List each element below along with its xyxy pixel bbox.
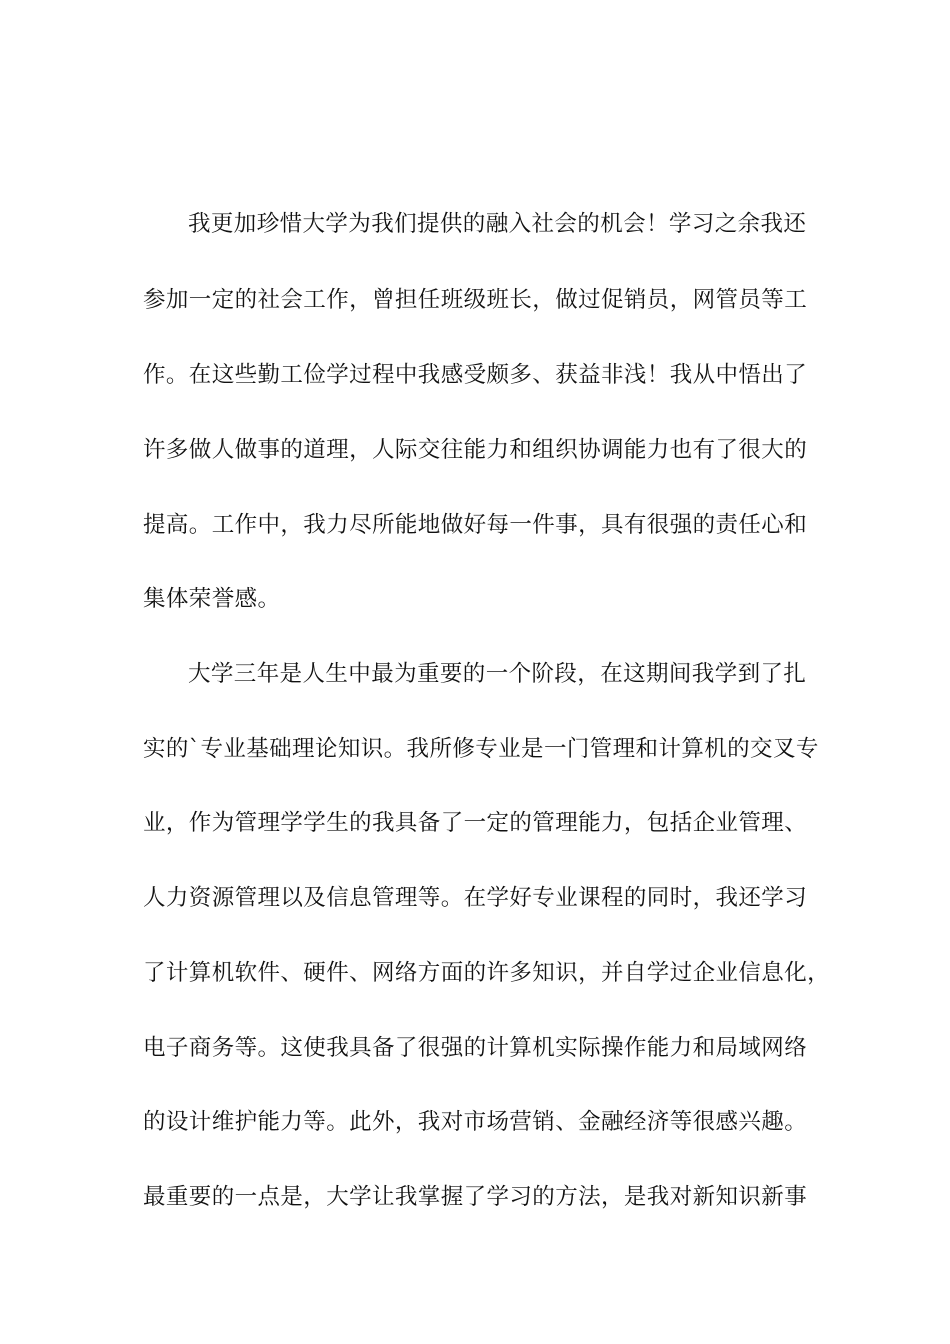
paragraph-line: 的设计维护能力等。此外，我对市场营销、金融经济等很感兴趣。 [143, 1109, 808, 1135]
paragraph-line: 集体荣誉感。 [143, 586, 281, 612]
paragraph-line: 我更加珍惜大学为我们提供的融入社会的机会！学习之余我还 [188, 211, 807, 237]
paragraph-line: 人力资源管理以及信息管理等。在学好专业课程的同时，我还学习 [143, 885, 808, 911]
paragraph-line: 提高。工作中，我力尽所能地做好每一件事，具有很强的责任心和 [143, 512, 808, 538]
paragraph-line: 业，作为管理学学生的我具备了一定的管理能力，包括企业管理、 [143, 810, 808, 836]
paragraph-line: 了计算机软件、硬件、网络方面的许多知识，并自学过企业信息化， [143, 960, 831, 986]
paragraph-line: 参加一定的社会工作，曾担任班级班长，做过促销员，网管员等工 [143, 287, 808, 313]
paragraph-line: 最重要的一点是，大学让我掌握了学习的方法，是我对新知识新事 [143, 1184, 808, 1210]
paragraph-line: 作。在这些勤工俭学过程中我感受颇多、获益非浅！我从中悟出了 [143, 362, 808, 388]
paragraph-line: 实的`专业基础理论知识。我所修专业是一门管理和计算机的交叉专 [143, 736, 819, 762]
paragraph-line: 许多做人做事的道理，人际交往能力和组织协调能力也有了很大的 [143, 437, 808, 463]
paragraph-line: 大学三年是人生中最为重要的一个阶段，在这期间我学到了扎 [188, 661, 807, 687]
paragraph-line: 电子商务等。这使我具备了很强的计算机实际操作能力和局域网络 [143, 1035, 808, 1061]
